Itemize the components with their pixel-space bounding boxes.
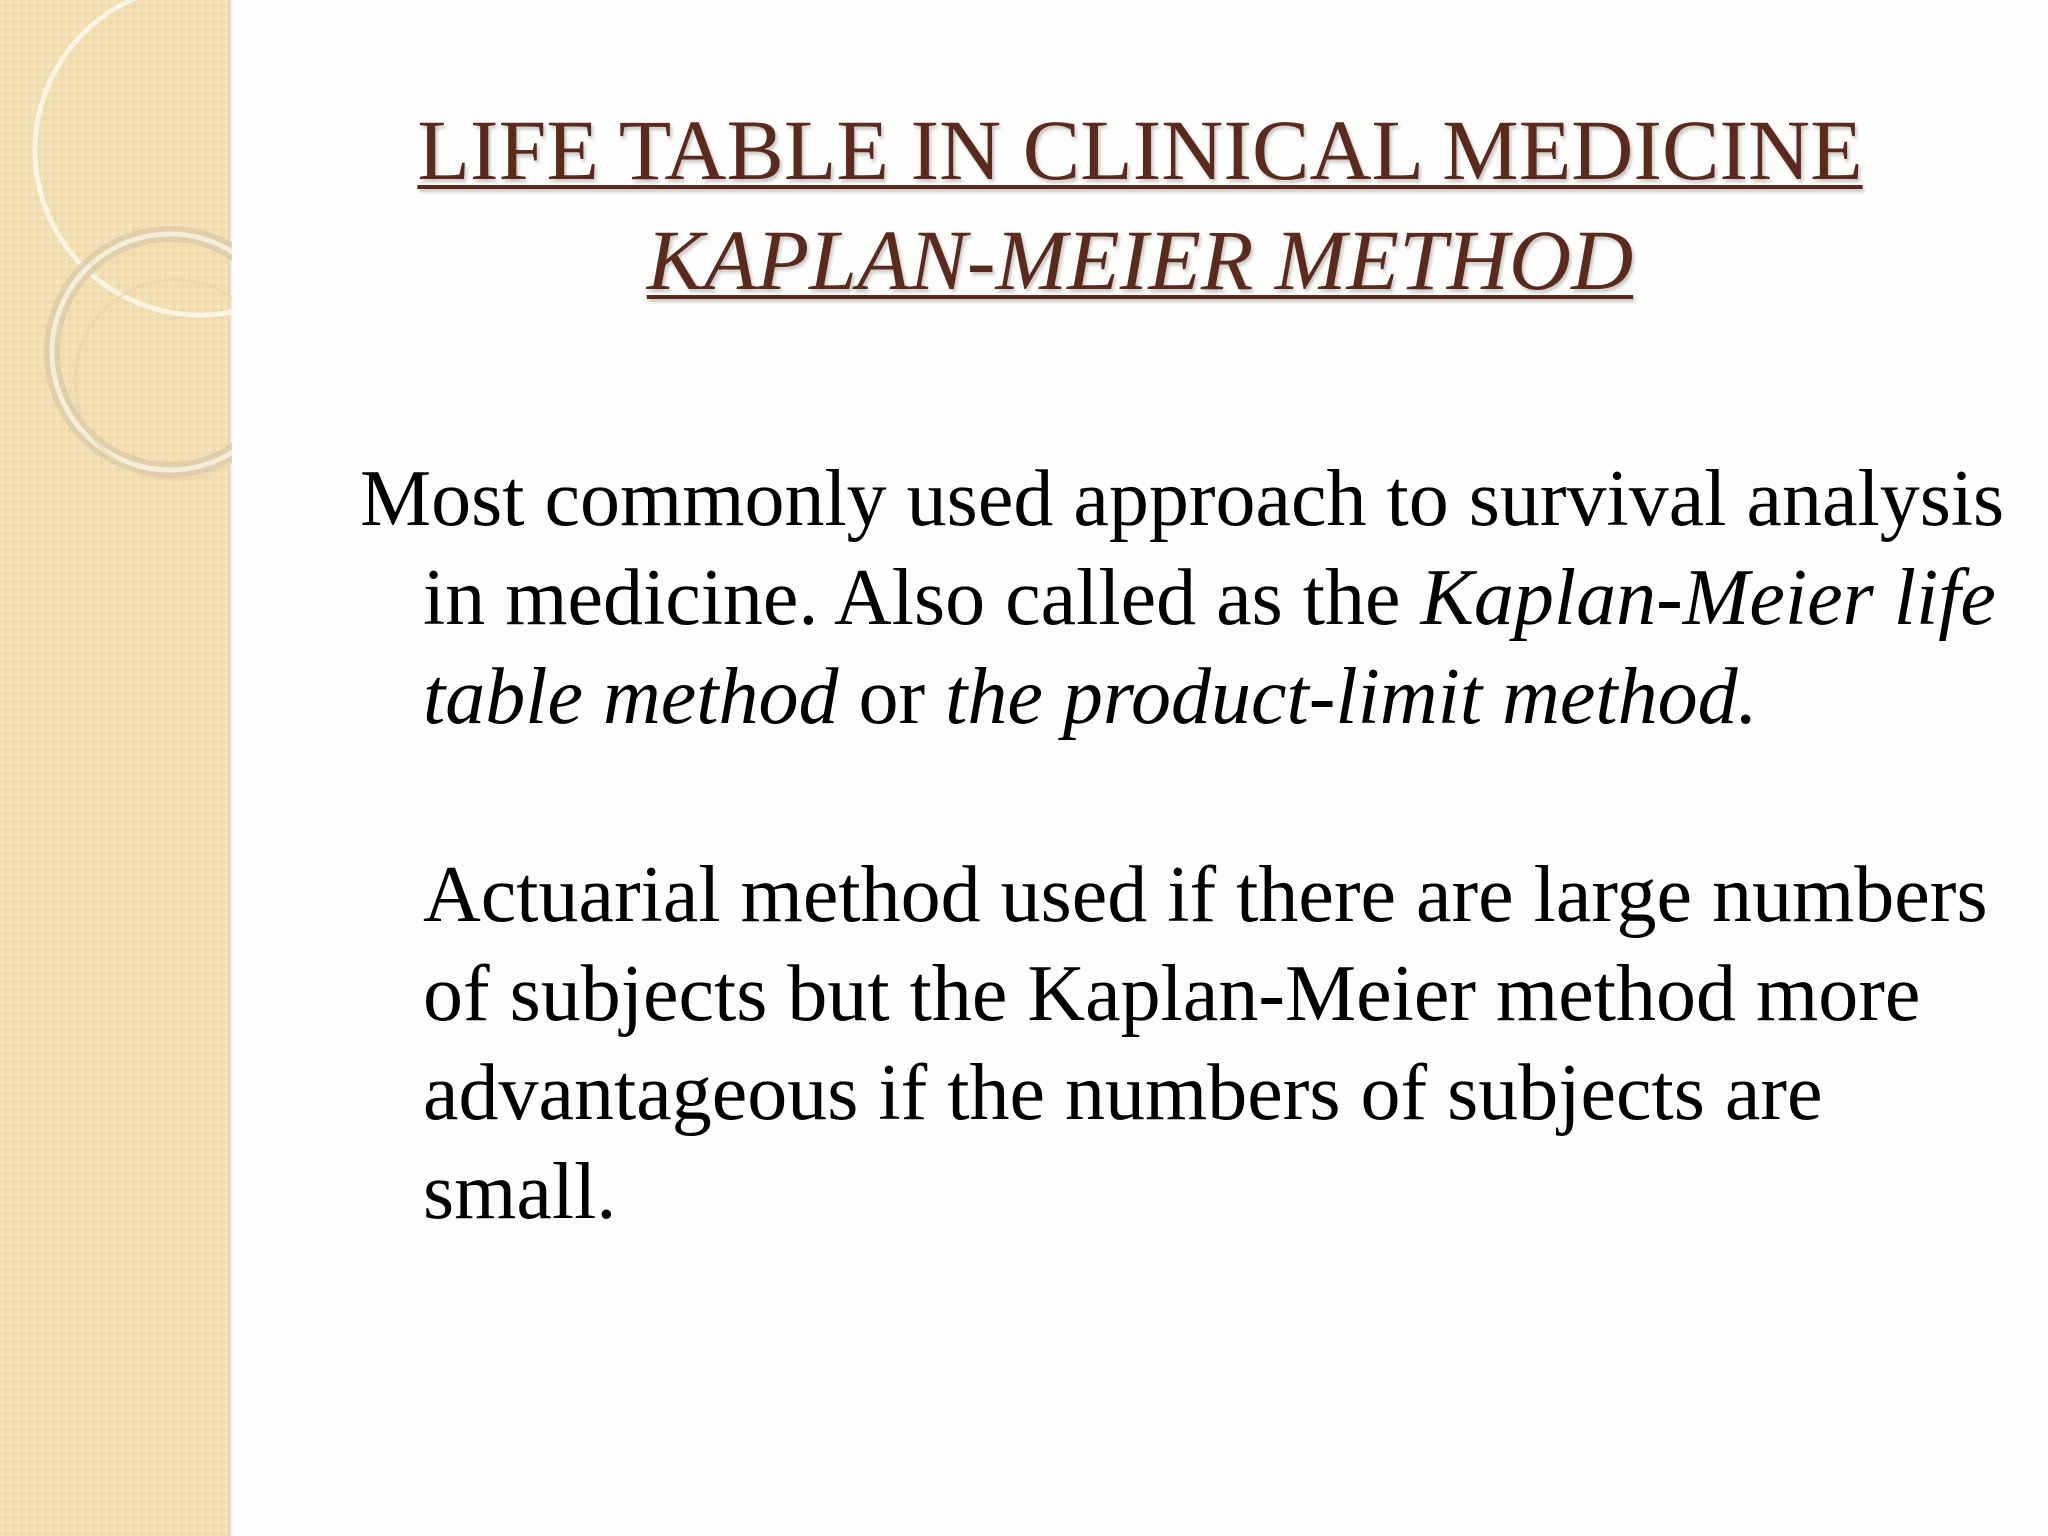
paragraph1-lead: Most commonly used approach to survival analysis in medicine. Also called as the — [360, 455, 2005, 642]
paragraph1-connector: or — [838, 653, 946, 741]
paragraph-actuarial-comparison: Actuarial method used if there are large numbers of subjects but the Kaplan-Meier method more advantageous if the numbers of subjects are small. — [423, 851, 1988, 1236]
decorative-rings-icon — [0, 0, 232, 520]
title-line-1: LIFE TABLE IN CLINICAL MEDICINE — [417, 102, 1863, 198]
title-line-2: KAPLAN-MEIER METHOD — [646, 212, 1634, 308]
slide-title — [232, 95, 2048, 315]
paragraph1-term2: the product-limit method. — [945, 653, 1758, 741]
paragraph1-term1: Kaplan-Meier life table method — [423, 554, 1996, 741]
paragraph-kaplan-meier-definition — [360, 450, 2020, 747]
slide-body — [360, 450, 2020, 1322]
